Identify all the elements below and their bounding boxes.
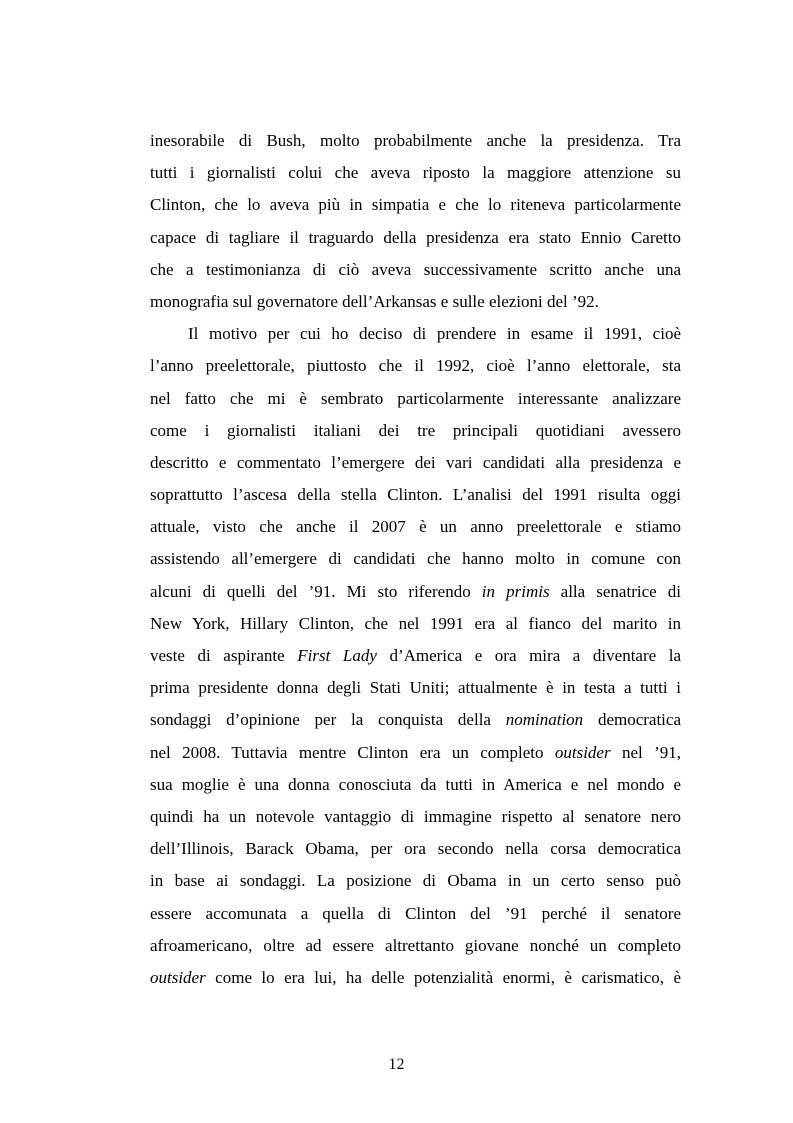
text-line (150, 157, 681, 189)
text-segment: New York, Hillary Clinton, che nel 1991 era al fianco del marito in (150, 613, 681, 633)
text-segment: soprattutto l’ascesa della stella Clinton. L’analisi del 1991 risulta oggi (150, 485, 681, 505)
text-line (150, 898, 681, 930)
text-segment: in base ai sondaggi. La posizione di Obama in un certo senso può (150, 871, 681, 891)
italic-term: outsider (150, 967, 206, 987)
text-segment: capace di tagliare il traguardo della presidenza era stato Ennio Caretto (150, 227, 681, 247)
text-segment: l’anno preelettorale, piuttosto che il 1992, cioè l’anno elettorale, sta (150, 356, 681, 376)
text-line (150, 672, 681, 704)
text-line (150, 383, 681, 415)
text-segment: nel ’91, (610, 742, 681, 762)
text-segment: democratica (583, 710, 681, 730)
paragraph-1 (150, 125, 681, 318)
text-segment: descritto e commentato l’emergere dei vari candidati alla presidenza e (150, 452, 681, 472)
text-line (150, 222, 681, 254)
text-segment: Clinton, che lo aveva più in simpatia e che lo riteneva particolarmente (150, 195, 681, 215)
text-segment: prima presidente donna degli Stati Uniti; attualmente è in testa a tutti i (150, 678, 681, 698)
text-segment: afroamericano, oltre ad essere altrettanto giovane nonché un completo (150, 935, 681, 955)
text-segment: alla senatrice di (549, 581, 681, 601)
text-line (150, 415, 681, 447)
text-segment: essere accomunata a quella di Clinton del ’91 perché il senatore (150, 903, 681, 923)
text-line (150, 543, 681, 575)
text-segment: sua moglie è una donna conosciuta da tutti in America e nel mondo e (150, 774, 681, 794)
text-segment: nel 2008. Tuttavia mentre Clinton era un completo (150, 742, 555, 762)
text-segment: come lo era lui, ha delle potenzialità enormi, è carismatico, è (205, 967, 681, 987)
text-segment: alcuni di quelli del ’91. Mi sto riferendo (150, 581, 482, 601)
text-line (150, 608, 681, 640)
text-line (150, 833, 681, 865)
text-segment: quindi ha un notevole vantaggio di immagine rispetto al senatore nero (150, 806, 681, 826)
text-line (150, 737, 681, 769)
text-segment: come i giornalisti italiani dei tre principali quotidiani avessero (150, 420, 681, 440)
text-line (150, 769, 681, 801)
text-line (150, 318, 681, 350)
text-segment: monografia sul governatore dell’Arkansas e sulle elezioni del ’92. (150, 291, 599, 311)
text-segment: attuale, visto che anche il 2007 è un anno preelettorale e stiamo (150, 517, 681, 537)
text-segment: nel fatto che mi è sembrato particolarmente interessante analizzare (150, 388, 681, 408)
text-line (150, 865, 681, 897)
italic-term: nomination (505, 710, 584, 730)
text-segment: che a testimonianza di ciò aveva successivamente scritto anche una (150, 259, 681, 279)
text-line (150, 254, 681, 286)
text-line (150, 962, 681, 994)
text-line (150, 125, 681, 157)
italic-term: First Lady (297, 646, 377, 665)
text-line (150, 511, 681, 543)
italic-term: outsider (554, 742, 611, 762)
italic-term: in primis (481, 581, 550, 601)
text-segment: inesorabile di Bush, molto probabilmente anche la presidenza. Tra (150, 131, 681, 150)
text-line (150, 930, 681, 962)
text-segment: sondaggi d’opinione per la conquista della (150, 710, 506, 730)
text-segment: veste di aspirante (150, 646, 298, 665)
paragraph-2 (150, 318, 681, 994)
text-segment: dell’Illinois, Barack Obama, per ora secondo nella corsa democratica (150, 839, 681, 859)
text-line (150, 576, 681, 608)
body-text (150, 125, 681, 994)
text-segment: assistendo all’emergere di candidati che hanno molto in comune con (150, 549, 681, 569)
text-line (150, 350, 681, 382)
text-segment: d’America e ora mira a diventare la (376, 646, 682, 665)
text-segment: tutti i giornalisti colui che aveva riposto la maggiore attenzione su (150, 163, 681, 183)
text-segment: Il motivo per cui ho deciso di prendere in esame il 1991, cioè (188, 324, 681, 344)
text-line (150, 447, 681, 479)
text-line (150, 704, 681, 736)
text-line (150, 640, 681, 672)
text-line (150, 189, 681, 221)
page-number: 12 (388, 1056, 405, 1073)
text-line (150, 479, 681, 511)
text-line (150, 286, 681, 318)
text-line (150, 801, 681, 833)
